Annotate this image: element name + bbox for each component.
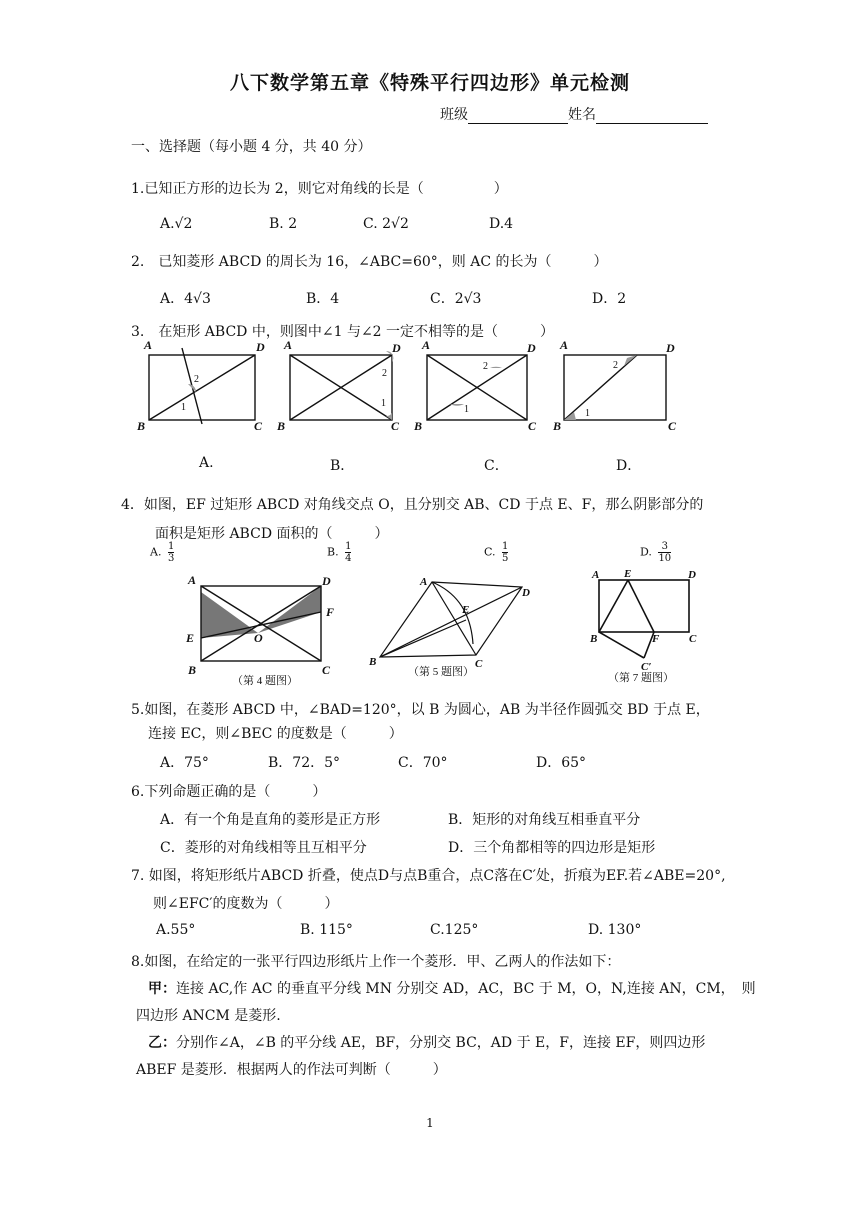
fig5-label: E	[462, 604, 470, 616]
q3-angle-1: 1	[181, 402, 186, 413]
q8-yi-line1	[148, 1032, 705, 1052]
fig4-label: D	[322, 574, 331, 588]
q3-angle-mark	[450, 404, 464, 406]
q3-label-c: C	[254, 419, 263, 433]
q3-label-d: D	[392, 341, 401, 355]
q1-option-c[interactable]: C. 2√2	[363, 216, 409, 232]
q3-angle-2: 2	[613, 360, 618, 371]
q4-c-numerator: 1	[502, 541, 509, 552]
q4-stem-line1: 4．如图，EF 过矩形 ABCD 对角线交点 O，且分别交 AB、CD 于点 E、F，那么阴影部分的	[121, 497, 704, 513]
q1-option-d[interactable]: D.4	[489, 216, 514, 232]
q3-label-a: A	[144, 338, 153, 352]
q3-label-a: A	[284, 338, 293, 352]
fig7-label: C′	[641, 661, 652, 673]
q4-option-b[interactable]	[327, 541, 351, 564]
class-label: 班级	[440, 107, 468, 123]
q3-label-c: C	[528, 419, 537, 433]
q6-option-b[interactable]: B．矩形的对角线互相垂直平分	[448, 812, 641, 828]
q3-fig-d-line	[564, 355, 637, 420]
q4-option-a[interactable]	[150, 541, 174, 564]
fig5-caption: （第 5 题图）	[408, 666, 474, 678]
q3-option-c[interactable]: C．	[484, 458, 509, 474]
fig4-label: F	[326, 605, 335, 619]
q4-option-a-letter: A.	[150, 545, 162, 559]
q4-option-d[interactable]	[640, 541, 671, 564]
q8-yi-text: 分别作∠A，∠B 的平分线 AE，BF，分别交 BC，AD 于 E，F，连接 EF，则四边形	[176, 1035, 706, 1051]
fig5-label: D	[522, 587, 530, 599]
q7-option-d[interactable]: D. 130°	[588, 922, 642, 938]
fig4-shade-right	[258, 586, 321, 633]
fig4-label: O	[254, 631, 263, 645]
q7-stem-line2: 则∠EFC′的度数为（ ）	[153, 896, 339, 912]
q3-angle-1: 1	[585, 408, 590, 419]
fig4-label: C	[322, 663, 331, 677]
q3-label-c: C	[668, 419, 677, 433]
q3-angle-2: 2	[483, 361, 488, 372]
q2-stem: 2. 已知菱形 ABCD 的周长为 16，∠ABC=60°，则 AC 的长为（ ）	[131, 254, 608, 270]
name-blank[interactable]	[596, 109, 708, 124]
q5-option-a[interactable]: A．75°	[160, 755, 209, 771]
fig7-label: B	[590, 633, 598, 645]
q8-jia-line1	[148, 978, 756, 998]
q3-label-b: B	[414, 419, 423, 433]
q4-option-d-letter: D.	[640, 545, 652, 559]
q4-option-c-letter: C.	[484, 545, 496, 559]
q3-fig-a-diagonal	[149, 355, 255, 420]
q8-yi-line2: ABEF 是菱形．根据两人的作法可判断（ ）	[136, 1062, 447, 1078]
page-title: 八下数学第五章《特殊平行四边形》单元检测	[229, 72, 630, 94]
q3-label-d: D	[527, 341, 536, 355]
student-info	[440, 104, 708, 124]
q5-option-d[interactable]: D．65°	[536, 755, 587, 771]
fig5-label: A	[420, 576, 428, 588]
q8-yi-label: 乙：	[148, 1035, 176, 1051]
fig7-label: C	[689, 633, 697, 645]
fig7-caption: （第 7 题图）	[608, 672, 674, 684]
q3-label-d: D	[666, 341, 675, 355]
q3-option-b[interactable]: B．	[330, 458, 355, 474]
q6-stem: 6.下列命题正确的是（ ）	[131, 784, 327, 800]
q3-angle-mark	[564, 412, 576, 420]
q3-angle-mark	[188, 384, 196, 392]
q6-option-c[interactable]: C．菱形的对角线相等且互相平分	[160, 840, 367, 856]
q3-label-a: A	[560, 338, 569, 352]
q2-option-b[interactable]: B．4	[306, 291, 340, 307]
q4-option-b-letter: B.	[327, 545, 339, 559]
q4-b-numerator: 1	[345, 541, 352, 552]
fig7	[589, 570, 697, 684]
q4-a-denominator: 3	[167, 553, 175, 564]
q5-stem-line1: 5.如图，在菱形 ABCD 中，∠BAD=120°，以 B 为圆心，AB 为半径作圆弧交 BD 于点 E，	[131, 702, 710, 718]
q5-stem-line2: 连接 EC，则∠BEC 的度数是（ ）	[148, 726, 403, 742]
q3-angle-1: 1	[464, 404, 469, 415]
q2-option-d[interactable]: D．2	[592, 291, 627, 307]
q3-stem: 3. 在矩形 ABCD 中，则图中∠1 与∠2 一定不相等的是（ ）	[131, 324, 555, 340]
q4-a-numerator: 1	[167, 541, 175, 552]
q4-option-c[interactable]	[484, 541, 508, 564]
q5-option-b[interactable]: B．72．5°	[268, 755, 341, 771]
q6-option-d[interactable]: D．三个角都相等的四边形是矩形	[448, 840, 656, 856]
q4-d-numerator: 3	[658, 541, 671, 553]
q8-jia-label: 甲：	[148, 981, 176, 997]
fig5	[368, 576, 530, 678]
fig4-label: A	[188, 573, 197, 587]
q3-label-b: B	[553, 419, 562, 433]
fig7-label: F	[652, 633, 660, 645]
page-number: 1	[426, 1116, 434, 1130]
q5-option-c[interactable]: C．70°	[398, 755, 448, 771]
q4-stem-line2: 面积是矩形 ABCD 面积的（ ）	[155, 526, 389, 542]
problem-figures	[170, 570, 730, 690]
q6-option-a[interactable]: A．有一个角是直角的菱形是正方形	[160, 812, 381, 828]
q3-label-b: B	[137, 419, 146, 433]
fig4-label: B	[188, 663, 197, 677]
fig4-label: E	[186, 631, 195, 645]
class-blank[interactable]	[468, 109, 568, 124]
q7-option-b[interactable]: B. 115°	[300, 922, 353, 938]
fig5-label: C	[475, 658, 483, 670]
q4-c-denominator: 5	[502, 553, 509, 564]
q2-option-a[interactable]: A．4√3	[160, 291, 211, 307]
q3-label-c: C	[391, 419, 400, 433]
q3-angle-2: 2	[194, 374, 199, 385]
q1-option-a[interactable]: A.√2	[160, 216, 193, 232]
q3-label-a: A	[422, 338, 431, 352]
q7-stem-line1: 7. 如图，将矩形纸片ABCD 折叠，使点D与点B重合，点C落在C′处，折痕为EF.若∠ABE=20°,	[131, 868, 726, 884]
q1-stem: 1.已知正方形的边长为 2，则它对角线的长是（ ）	[131, 181, 508, 197]
fig4	[185, 573, 334, 687]
q2-option-c[interactable]: C．2√3	[430, 291, 482, 307]
q3-figures	[130, 338, 690, 438]
q1-option-b[interactable]: B. 2	[269, 216, 298, 232]
fig7-label: A	[592, 570, 600, 581]
q7-option-a[interactable]: A.55°	[156, 922, 196, 938]
q3-label-d: D	[256, 340, 265, 354]
q4-d-denominator: 10	[658, 553, 672, 564]
q7-option-c[interactable]: C.125°	[430, 922, 479, 938]
fig7-label: D	[688, 570, 696, 581]
section-heading: 一、选择题（每小题 4 分，共 40 分）	[131, 139, 372, 155]
q3-label-b: B	[277, 419, 286, 433]
fig5-label: B	[369, 656, 377, 668]
q3-option-a[interactable]: A.	[199, 455, 214, 471]
name-label: 姓名	[568, 107, 596, 123]
q3-angle-1: 1	[381, 398, 386, 409]
q3-angle-mark	[490, 367, 502, 368]
fig7-label: E	[624, 570, 632, 580]
q4-b-denominator: 4	[345, 553, 352, 564]
q8-stem: 8.如图，在给定的一张平行四边形纸片上作一个菱形．甲、乙两人的作法如下：	[131, 954, 621, 970]
fig4-caption: （第 4 题图）	[232, 675, 298, 687]
q3-angle-2: 2	[382, 368, 387, 379]
q8-jia-line2: 四边形 ANCM 是菱形.	[136, 1008, 281, 1024]
q8-jia-text: 连接 AC,作 AC 的垂直平分线 MN 分别交 AD，AC，BC 于 M，O，N,连接 AN，CM， 则	[176, 981, 756, 997]
q3-option-d[interactable]: D．	[616, 458, 642, 474]
